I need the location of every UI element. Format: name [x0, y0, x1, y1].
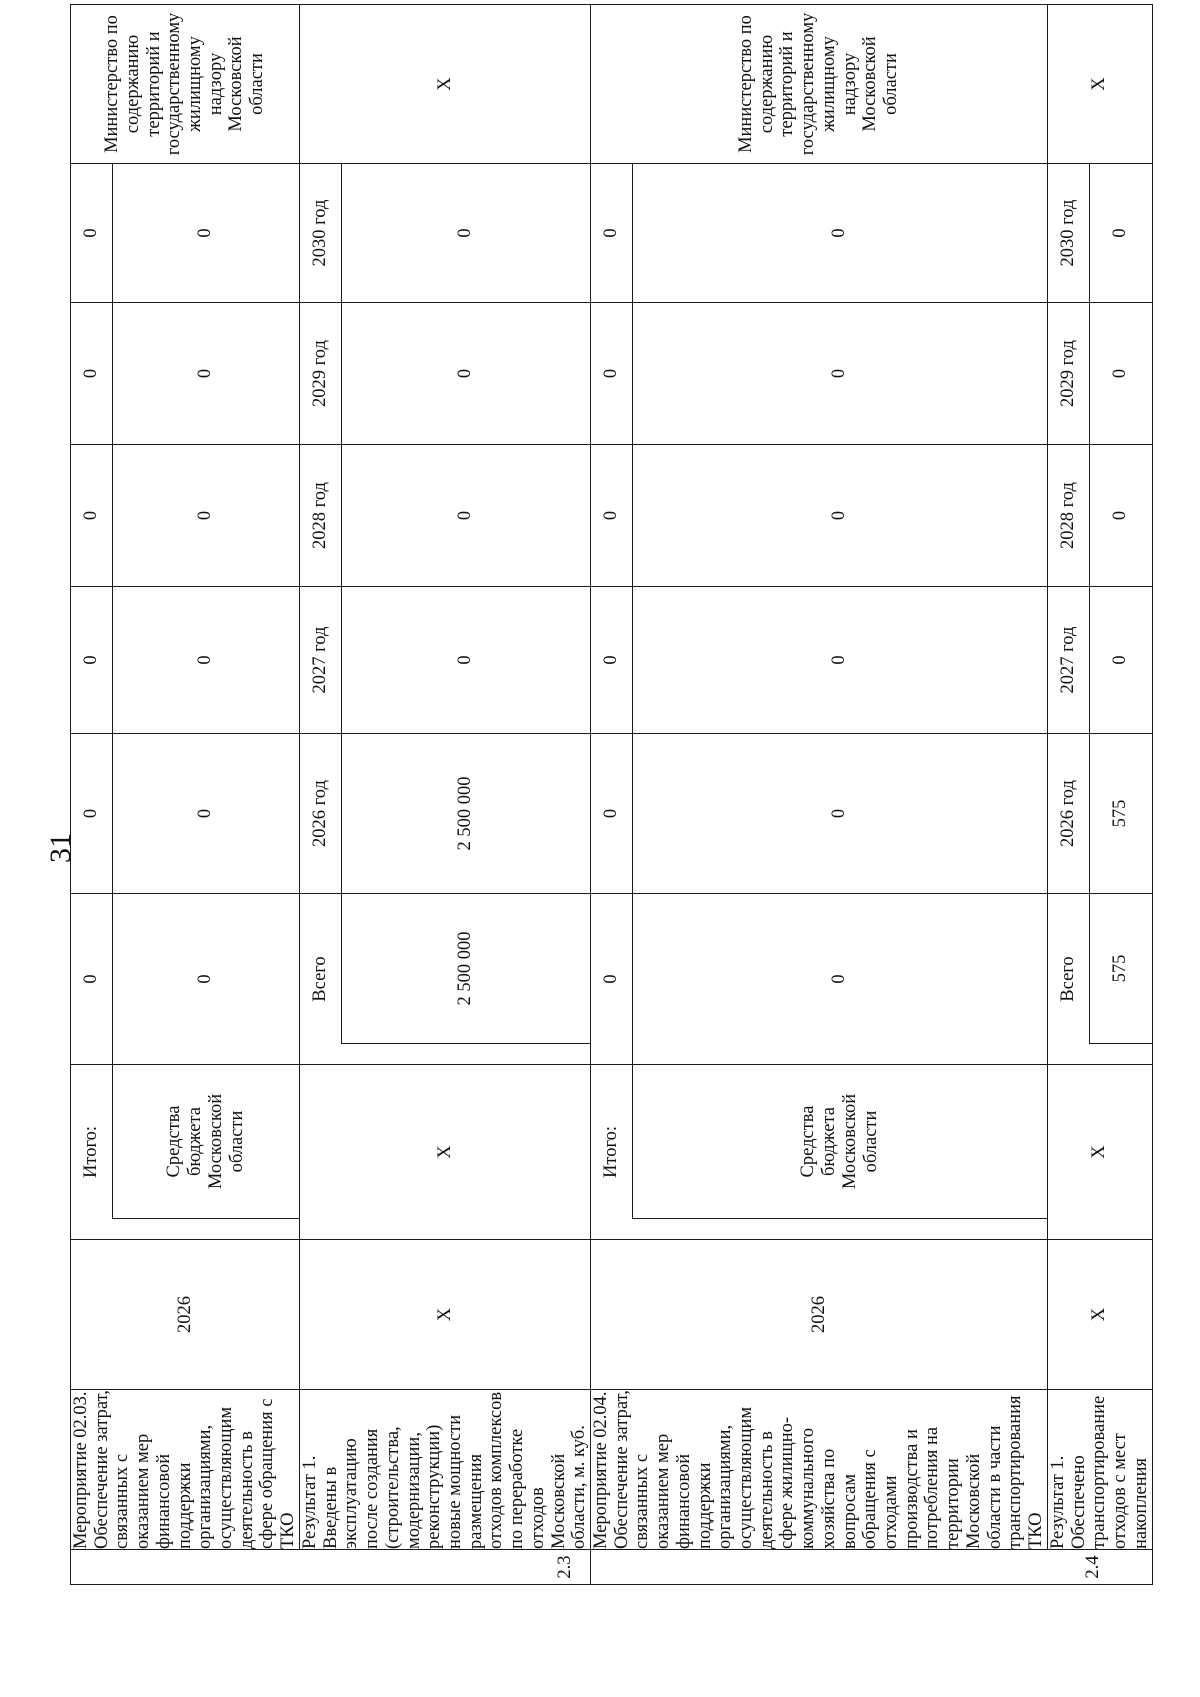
- activity-2-4-name: Мероприятие 02.04. Обеспечение затрат, связанных с оказанием мер финансовой поддержки организациями, осуществляющим деятельность в сфере жилищно-коммунального хозяйства по вопросам обращения с отходами производства и потребления на территории Московской области в части транспортирования ТКО: [590, 1390, 1047, 1549]
- result-value: 0: [341, 164, 590, 302]
- activity-2-4-total-label: Итого:: [600, 1126, 621, 1178]
- total-value: 0: [81, 228, 101, 238]
- budget-value: 0: [632, 445, 1047, 586]
- result-2-4-name: Результат 1. Обеспечено транспортирование отходов с мест накопления: [1047, 1390, 1152, 1550]
- program-activities-table: [70, 4, 1153, 1585]
- year-header: 2030 год: [309, 199, 330, 267]
- budget-value: 0: [112, 734, 299, 893]
- year-header: Всего: [309, 956, 330, 1002]
- table-row: [71, 5, 300, 1585]
- row-number-2-3: 2.3: [71, 1550, 591, 1585]
- year-header: Всего: [1057, 956, 1078, 1002]
- result-value: 0: [1089, 445, 1152, 586]
- activity-2-3-executor: Министерство по содержанию территорий и государственному жилищному надзору Московской области: [71, 5, 300, 164]
- result-2-3-year: X: [299, 1240, 590, 1390]
- year-header: 2028 год: [309, 482, 330, 549]
- result-value: 0: [1089, 587, 1152, 733]
- budget-value: 0: [632, 587, 1047, 733]
- result-2-4-executor: X: [1047, 5, 1152, 164]
- activity-2-3-name: Мероприятие 02.03. Обеспечение затрат, связанных с оказанием мер финансовой поддержки организациями, осуществляющим деятельность в сфере обращения с ТКО: [71, 1390, 299, 1549]
- total-value: 0: [81, 655, 101, 665]
- total-value: 0: [81, 368, 101, 379]
- activity-2-3-year: 2026: [71, 1240, 300, 1390]
- result-value: 0: [341, 445, 590, 586]
- total-value: 0: [600, 974, 621, 984]
- budget-value: 0: [632, 164, 1047, 302]
- year-header: 2026 год: [1057, 780, 1078, 847]
- row-number-2-4: 2.4: [590, 1550, 1152, 1585]
- table-row: [590, 5, 1047, 1585]
- result-value: 0: [341, 303, 590, 444]
- year-header: 2029 год: [1057, 340, 1078, 407]
- result-2-3-name: Результат 1. Введены в эксплуатацию после создания (строительства, модернизации, реконструкции) новые мощности размещения отходов комплексов по переработке отходов Московской области, м. куб.: [299, 1390, 590, 1550]
- table-row: [1047, 5, 1152, 1585]
- result-value: 0: [341, 587, 590, 733]
- budget-value: 0: [112, 894, 299, 1064]
- result-2-4-source: X: [1047, 1065, 1152, 1240]
- result-2-4-year: X: [1047, 1240, 1152, 1390]
- result-value: 0: [1089, 164, 1152, 302]
- activity-2-4-funding-source: Средства бюджета Московской области: [632, 1065, 1047, 1219]
- result-value: 0: [1089, 303, 1152, 444]
- budget-value: 0: [632, 303, 1047, 444]
- result-value: 575: [1089, 734, 1152, 893]
- total-value: 0: [600, 655, 621, 665]
- year-header: 2026 год: [309, 780, 330, 847]
- budget-value: 0: [112, 445, 299, 586]
- page-number: 31: [44, 833, 77, 863]
- total-value: 0: [81, 510, 101, 521]
- total-value: 0: [600, 808, 621, 819]
- budget-value: 0: [112, 303, 299, 444]
- total-value: 0: [81, 808, 101, 819]
- result-value: 575: [1089, 894, 1152, 1044]
- activity-2-3-total-label: Итого:: [81, 1126, 101, 1178]
- budget-value: 0: [632, 734, 1047, 893]
- result-2-3-source: X: [299, 1065, 590, 1240]
- total-value: 0: [600, 228, 621, 238]
- year-header: 2029 год: [309, 340, 330, 407]
- total-value: 0: [600, 510, 621, 521]
- budget-value: 0: [112, 164, 299, 302]
- year-header: 2027 год: [1057, 626, 1078, 694]
- year-header: 2028 год: [1057, 482, 1078, 549]
- budget-value: 0: [112, 587, 299, 733]
- total-value: 0: [81, 974, 101, 984]
- activity-2-3-funding-source: Средства бюджета Московской области: [112, 1065, 299, 1219]
- year-header: 2027 год: [309, 626, 330, 694]
- rotated-table-container: [70, 12, 1151, 1585]
- year-header: 2030 год: [1057, 199, 1078, 267]
- table-row: [299, 5, 590, 1585]
- activity-2-4-executor: Министерство по содержанию территорий и государственному жилищному надзору Московской области: [590, 5, 1047, 164]
- result-2-3-executor: X: [299, 5, 590, 164]
- result-value: 2 500 000: [341, 734, 590, 893]
- result-value: 2 500 000: [341, 894, 590, 1044]
- activity-2-4-year: 2026: [590, 1240, 1047, 1390]
- total-value: 0: [600, 368, 621, 379]
- budget-value: 0: [632, 894, 1047, 1064]
